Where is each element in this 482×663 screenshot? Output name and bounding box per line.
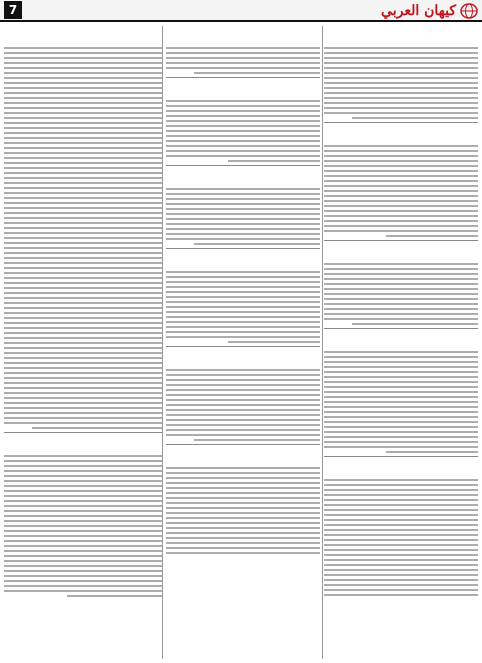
article-paragraph — [166, 362, 320, 369]
section-separator — [166, 77, 320, 78]
article-headline — [166, 81, 320, 92]
body-text-lines — [324, 263, 478, 325]
section-separator — [324, 240, 478, 241]
article-headline — [4, 436, 162, 447]
column-left — [4, 26, 162, 659]
article-paragraph — [166, 264, 320, 271]
body-text-lines — [166, 271, 320, 343]
article-block — [324, 460, 478, 596]
article-block — [4, 436, 162, 597]
article-block — [166, 28, 320, 74]
article-headline — [166, 252, 320, 263]
body-text-lines — [4, 455, 162, 597]
article-block — [324, 126, 478, 237]
article-columns — [4, 26, 478, 659]
body-text-lines — [166, 369, 320, 441]
page-header-band — [0, 0, 482, 22]
article-headline — [166, 350, 320, 361]
article-paragraph — [166, 40, 320, 47]
article-headline — [166, 169, 320, 180]
article-headline — [4, 28, 162, 39]
article-block — [166, 350, 320, 441]
body-text-lines — [166, 188, 320, 245]
article-headline — [166, 28, 320, 39]
article-paragraph — [166, 181, 320, 188]
article-headline — [166, 448, 320, 459]
body-text-lines — [166, 47, 320, 74]
article-paragraph — [166, 93, 320, 100]
column-middle — [166, 26, 320, 659]
section-separator — [324, 122, 478, 123]
article-paragraph — [324, 40, 478, 47]
section-separator — [324, 456, 478, 457]
article-block — [166, 448, 320, 554]
article-block — [324, 332, 478, 453]
article-block — [4, 28, 162, 429]
column-right — [324, 26, 478, 659]
body-text-lines — [324, 351, 478, 453]
article-paragraph — [324, 256, 478, 263]
section-title — [216, 1, 296, 19]
globe-icon — [460, 3, 478, 19]
section-separator — [166, 346, 320, 347]
article-block — [324, 244, 478, 325]
article-headline — [324, 244, 478, 255]
section-separator — [4, 432, 162, 433]
article-paragraph — [166, 460, 320, 467]
body-text-lines — [324, 145, 478, 237]
article-headline — [324, 460, 478, 471]
article-block — [324, 28, 478, 119]
column-divider — [162, 26, 163, 659]
body-text-lines — [324, 47, 478, 119]
issue-date-line — [28, 3, 188, 17]
article-headline — [324, 126, 478, 137]
body-text-lines — [4, 47, 162, 429]
masthead-logo — [360, 1, 478, 21]
article-paragraph — [324, 138, 478, 145]
article-paragraph — [4, 40, 162, 47]
column-divider — [322, 26, 323, 659]
article-paragraph — [324, 344, 478, 351]
article-headline — [324, 332, 478, 343]
article-paragraph — [324, 472, 478, 479]
section-separator — [166, 444, 320, 445]
article-block — [166, 169, 320, 245]
article-block — [166, 81, 320, 162]
article-paragraph — [4, 448, 162, 455]
section-separator — [166, 248, 320, 249]
article-block — [166, 252, 320, 343]
masthead-name: كيهان العربي — [381, 3, 456, 19]
body-text-lines — [166, 100, 320, 162]
body-text-lines — [166, 467, 320, 554]
section-separator — [324, 328, 478, 329]
body-text-lines — [324, 479, 478, 596]
article-headline — [324, 28, 478, 39]
section-separator — [166, 165, 320, 166]
page-number: 7 — [4, 1, 22, 19]
